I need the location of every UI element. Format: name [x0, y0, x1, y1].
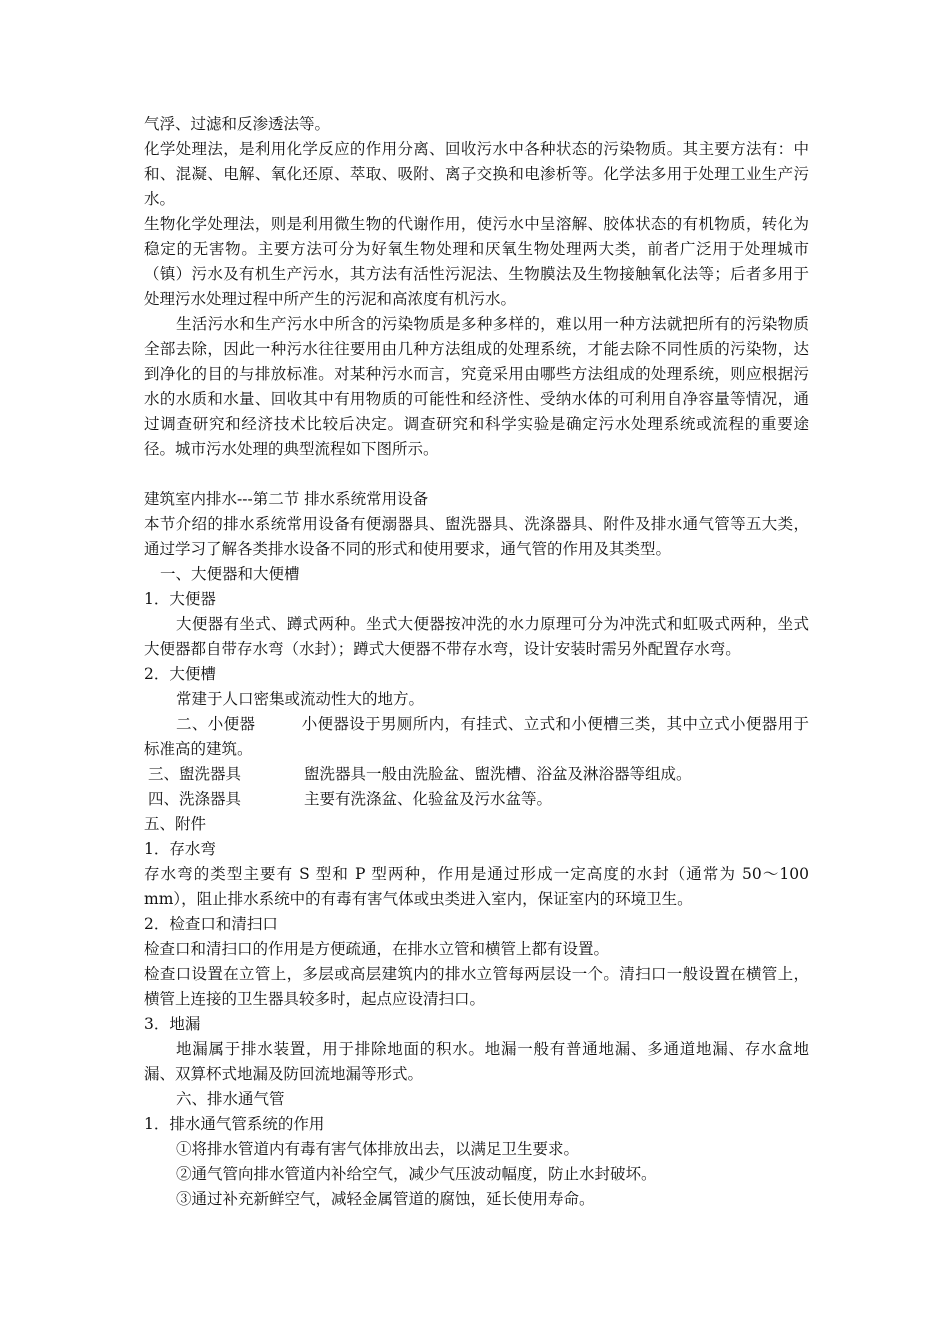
- paragraph-continuation: 气浮、过滤和反渗透法等。: [144, 115, 331, 133]
- subheading-toilet-trough: 2．大便槽: [144, 665, 216, 683]
- heading-toilets: 一、大便器和大便槽: [160, 565, 300, 583]
- paragraph-cleanout-1: 检查口和清扫口的作用是方便疏通，在排水立管和横管上都有设置。: [144, 940, 610, 958]
- section-intro: 本节介绍的排水系统常用设备有便溺器具、盥洗器具、洗涤器具、附件及排水通气管等五大类，通过学习了解各类排水设备不同的形式和使用要求，通气管的作用及其类型。: [144, 515, 809, 558]
- row-sink: [144, 787, 809, 812]
- paragraph-treatment-system: 生活污水和生产污水中所含的污染物质是多种多样的，难以用一种方法就把所有的污染物质全部去除，因此一种污水往往要用由几种方法组成的处理系统，才能去除不同性质的污染物，达到净化的目的与排放标准。对某种污水而言，究竟采用由哪些方法组成的处理系统，则应根据污水的水质和水量、回收其中有用物质的可能性和经济性、受纳水体的可利用自净容量等情况，通过调查研究和经济技术比较后决定。调查研究和科学实验是确定污水处理系统或流程的重要途径。城市污水处理的典型流程如下图所示。: [144, 315, 809, 458]
- subheading-toilet: 1．大便器: [144, 590, 216, 608]
- heading-sink: 四、洗涤器具: [148, 790, 242, 808]
- row-washbasin: [144, 762, 809, 787]
- heading-washbasin: 三、盥洗器具: [148, 765, 242, 783]
- paragraph-toilet-trough: 常建于人口密集或流动性大的地方。: [176, 690, 425, 708]
- subheading-trap: 1．存水弯: [144, 840, 216, 858]
- paragraph-cleanout-2: 检查口设置在立管上，多层或高层建筑内的排水立管每两层设一个。清扫口一般设置在横管上，横管上连接的卫生器具较多时，起点应设清扫口。: [144, 965, 809, 1008]
- heading-urinal: 二、小便器: [176, 715, 256, 733]
- text-sink: 主要有洗涤盆、化验盆及污水盆等。: [304, 790, 553, 808]
- text-washbasin: 盥洗器具一般由洗脸盆、盥洗槽、浴盆及淋浴器等组成。: [304, 765, 692, 783]
- subheading-floor-drain: 3．地漏: [144, 1015, 201, 1033]
- list-item: ①将排水管道内有毒有害气体排放出去，以满足卫生要求。: [176, 1140, 580, 1158]
- paragraph-floor-drain: 地漏属于排水装置，用于排除地面的积水。地漏一般有普通地漏、多通道地漏、存水盒地漏、双算杯式地漏及防回流地漏等形式。: [144, 1040, 809, 1083]
- paragraph-chemical-treatment: 化学处理法，是利用化学反应的作用分离、回收污水中各种状态的污染物质。其主要方法有：中和、混凝、电解、氧化还原、萃取、吸附、离子交换和电渗析等。化学法多用于处理工业生产污水。: [144, 140, 809, 208]
- spacer: [144, 462, 809, 487]
- section-title: 建筑室内排水---第二节 排水系统常用设备: [144, 490, 429, 508]
- document-page: [144, 112, 809, 1212]
- heading-fittings: 五、附件: [144, 815, 207, 833]
- paragraph-urinal: [144, 712, 809, 762]
- list-item: ③通过补充新鲜空气，减轻金属管道的腐蚀，延长使用寿命。: [176, 1190, 595, 1208]
- list-item: ②通气管向排水管道内补给空气，减少气压波动幅度，防止水封破坏。: [176, 1165, 657, 1183]
- paragraph-trap: 存水弯的类型主要有 S 型和 P 型两种，作用是通过形成一定高度的水封（通常为 50～100 mm），阻止排水系统中的有毒有害气体或虫类进入室内，保证室内的环境卫生。: [144, 865, 809, 908]
- heading-vent-pipe: 六、排水通气管: [176, 1090, 285, 1108]
- subheading-vent-function: 1．排水通气管系统的作用: [144, 1115, 325, 1133]
- paragraph-biochemical-treatment: 生物化学处理法，则是利用微生物的代谢作用，使污水中呈溶解、胶体状态的有机物质，转化为稳定的无害物。主要方法可分为好氧生物处理和厌氧生物处理两大类，前者广泛用于处理城市（镇）污水及有机生产污水，其方法有活性污泥法、生物膜法及生物接触氧化法等；后者多用于处理污水处理过程中所产生的污泥和高浓度有机污水。: [144, 215, 809, 308]
- paragraph-toilet: 大便器有坐式、蹲式两种。坐式大便器按冲洗的水力原理可分为冲洗式和虹吸式两种，坐式大便器都自带存水弯（水封）；蹲式大便器不带存水弯，设计安装时需另外配置存水弯。: [144, 615, 809, 658]
- subheading-cleanout: 2．检查口和清扫口: [144, 915, 278, 933]
- text-urinal: 小便器设于男厕所内，有挂式、立式和小便槽三类，其中立式小便器用于标准高的建筑。: [144, 715, 809, 758]
